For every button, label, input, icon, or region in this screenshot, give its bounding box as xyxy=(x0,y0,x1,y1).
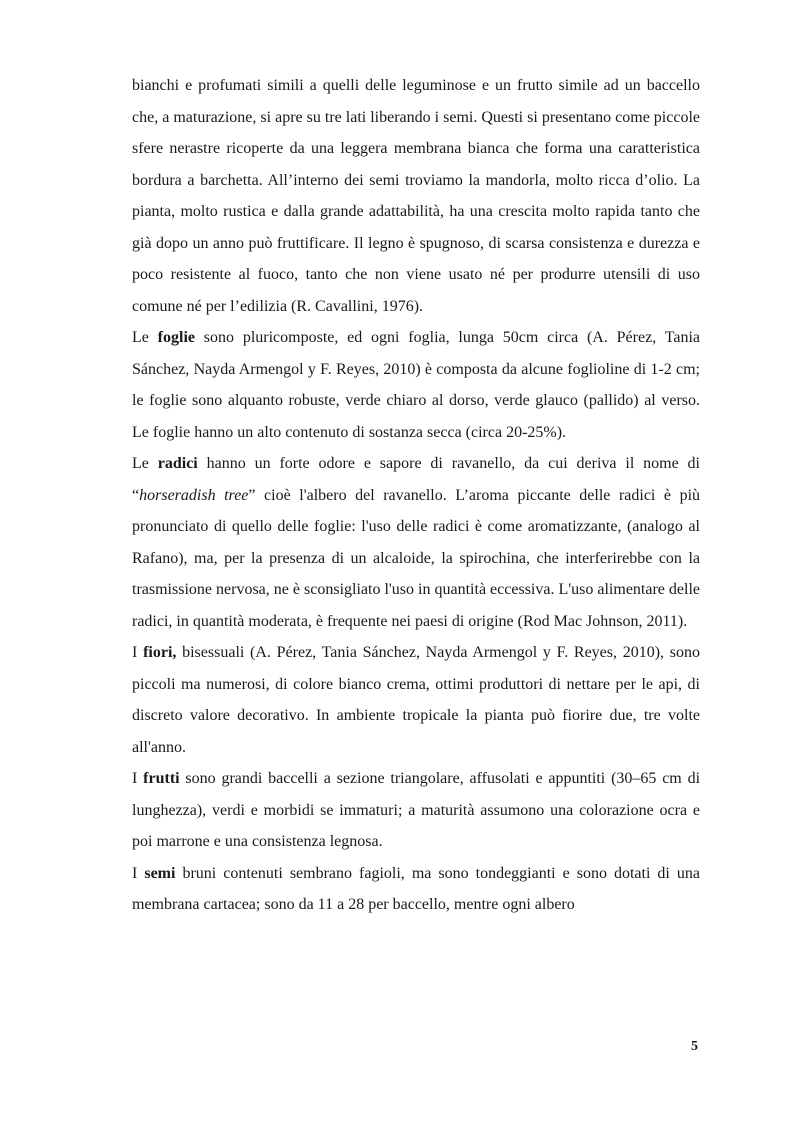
paragraph-lead: Le xyxy=(132,455,158,472)
page-number: 5 xyxy=(691,1039,698,1054)
paragraph-frutti xyxy=(132,763,700,858)
paragraph-text: sono pluricomposte, ed ogni foglia, lunga 50cm circa (A. Pérez, Tania Sánchez, Nayda Armengol y F. Reyes, 2010) è composta da alcune foglioline di 1-2 cm; le foglie sono alquanto robuste, verde chiaro al dorso, verde glauco (pallido) al verso. Le foglie hanno un alto contenuto di sostanza secca (circa 20-25%). xyxy=(132,329,700,441)
keyword-semi: semi xyxy=(144,864,176,882)
paragraph-text: sono grandi baccelli a sezione triangolare, affusolati e appuntiti (30–65 cm di lunghezza), verdi e morbidi se immaturi; a maturità assumono una colorazione ocra e poi marrone e una consistenza legnosa. xyxy=(132,770,701,850)
paragraph-lead: Le xyxy=(132,329,158,346)
italic-term: horseradish tree xyxy=(139,486,249,504)
paragraph-intro xyxy=(132,70,700,322)
paragraph-lead: I xyxy=(132,770,144,787)
paragraph-radici xyxy=(132,448,700,637)
paragraph-lead: I xyxy=(132,864,145,882)
paragraph-text: bisessuali (A. Pérez, Tania Sánchez, Nayda Armengol y F. Reyes, 2010), sono piccoli ma numerosi, di colore bianco crema, ottimi produttori di nettare per le api, di discreto valore decorativo. In ambiente tropicale la pianta può fiorire due, tre volte all'anno. xyxy=(132,644,701,756)
keyword-foglie: foglie xyxy=(157,329,195,346)
keyword-fiori: fiori, xyxy=(143,644,177,661)
paragraph-text: hanno un forte odore e sapore di ravanello, da cui deriva il nome di “ xyxy=(132,455,700,504)
paragraph-text-continued: ” cioè l'albero del ravanello. L’aroma piccante delle radici è più pronunciato di quello delle foglie: l'uso delle radici è come aromatizzante, (analogo al Rafano), ma, per la presenza di un alcaloide, la spirochina, che interferirebbe con la trasmissione nervosa, ne è sconsigliato l'uso in quantità eccessiva. L'uso alimentare delle radici, in quantità moderata, è frequente nei paesi di origine (Rod Mac Johnson, 2011). xyxy=(132,486,701,630)
paragraph-text: bruni contenuti sembrano fagioli, ma sono tondeggianti e sono dotati di una membrana cartacea; sono da 11 a 28 per baccello, mentre ogni albero xyxy=(132,864,700,913)
keyword-frutti: frutti xyxy=(143,770,180,787)
paragraph-semi xyxy=(132,858,700,921)
keyword-radici: radici xyxy=(157,455,198,472)
page-body xyxy=(132,70,700,921)
paragraph-foglie xyxy=(132,322,700,448)
paragraph-text: bianchi e profumati simili a quelli delle leguminose e un frutto simile ad un baccello che, a maturazione, si apre su tre lati liberando i semi. Questi si presentano come piccole sfere nerastre ricoperte da una leggera membrana bianca che forma una caratteristica bordura a barchetta. All’interno dei semi troviamo la mandorla, molto ricca d’olio. La pianta, molto rustica e dalla grande adattabilità, ha una crescita molto rapida tanto che già dopo un anno può fruttificare. Il legno è spugnoso, di scarsa consistenza e durezza e poco resistente al fuoco, tanto che non viene usato né per produrre utensili di uso comune né per l’edilizia (R. Cavallini, 1976). xyxy=(132,77,700,315)
paragraph-fiori xyxy=(132,637,700,763)
paragraph-lead: I xyxy=(132,644,144,661)
